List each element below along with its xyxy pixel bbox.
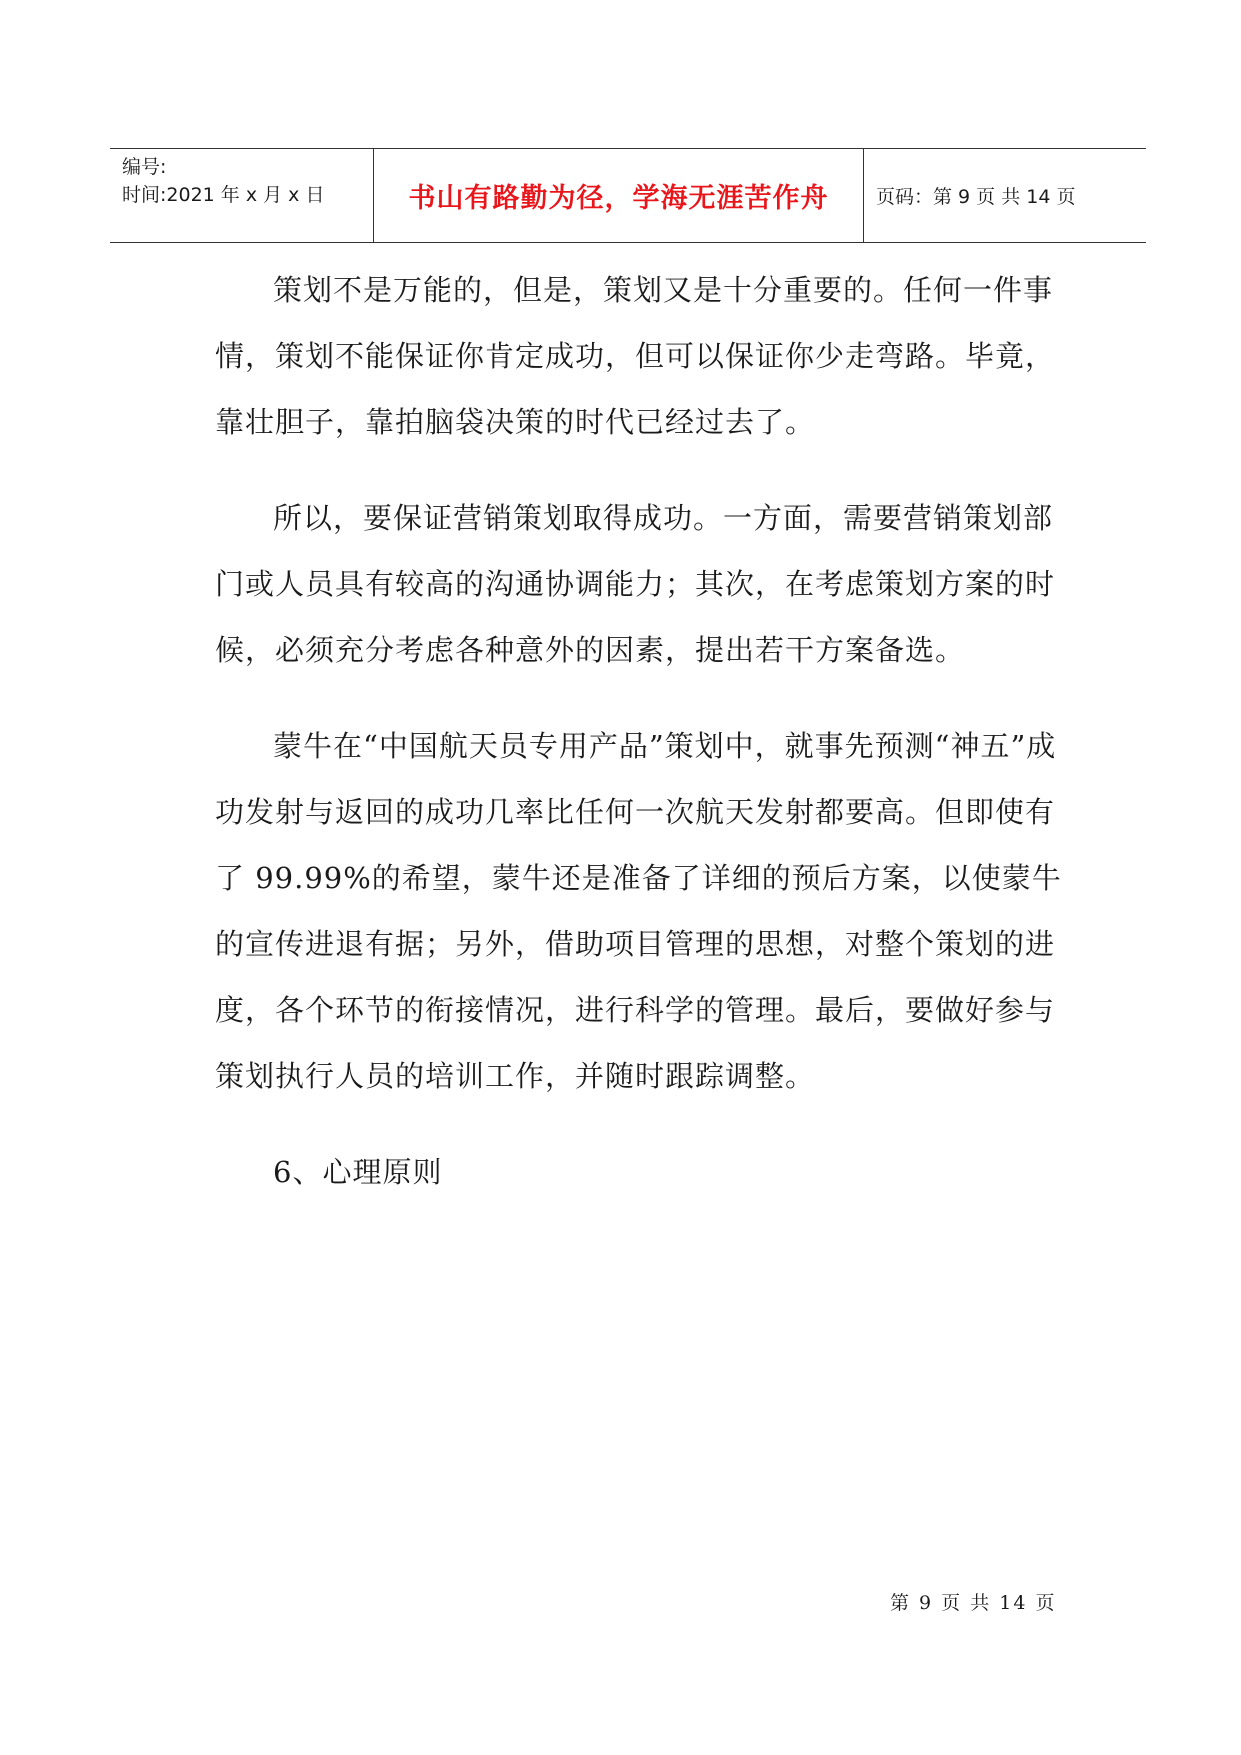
body-paragraph: 所以，要保证营销策划取得成功。一方面，需要营销策划部门或人员具有较高的沟通协调能力；其次，在考虑策划方案的时候，必须充分考虑各种意外的因素，提出若干方案备选。 bbox=[215, 501, 1056, 667]
document-header bbox=[110, 148, 1146, 243]
header-motto: 书山有路勤为径，学海无涯苦作舟 bbox=[374, 149, 864, 242]
body-paragraph: 策划不是万能的，但是，策划又是十分重要的。任何一件事情，策划不能保证你肯定成功，但可以保证你少走弯路。毕竟，靠壮胆子，靠拍脑袋决策的时代已经过去了。 bbox=[215, 273, 1056, 439]
serial-number-label: 编号: bbox=[122, 156, 167, 178]
header-page-info: 页码：第 9 页 共 14 页 bbox=[876, 186, 1076, 208]
document-body bbox=[215, 257, 1075, 1205]
header-meta-cell bbox=[110, 149, 374, 242]
date-label: 时间:2021 年 x 月 x 日 bbox=[122, 184, 325, 206]
section-heading: 6、心理原则 bbox=[273, 1155, 443, 1189]
body-paragraph: 蒙牛在“中国航天员专用产品”策划中，就事先预测“神五”成功发射与返回的成功几率比任何一次航天发射都要高。但即使有了 99.99%的希望，蒙牛还是准备了详细的预后方案，以使蒙牛的宣传进退有据；另外，借助项目管理的思想，对整个策划的进度，各个环节的衔接情况，进行科学的管理。最后，要做好参与策划执行人员的培训工作，并随时跟踪调整。 bbox=[215, 729, 1062, 1093]
page-footer: 第 9 页 共 14 页 bbox=[890, 1592, 1057, 1614]
